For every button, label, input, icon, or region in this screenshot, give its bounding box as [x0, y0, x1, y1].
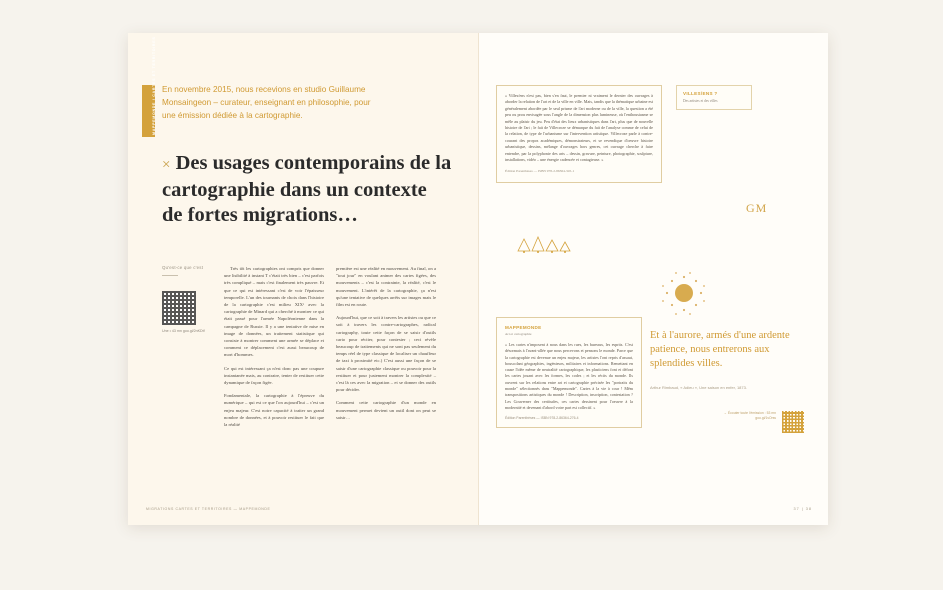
paragraph: Ce qui est intéressant ça n'est donc pas une coupure instantanée mais, au contraire, tenter de restituer cette dynamique de façon figée. — [224, 365, 324, 386]
section-tab — [142, 36, 156, 137]
page-left — [128, 33, 478, 525]
magazine-spread — [128, 33, 828, 525]
paragraph: Très tôt les cartographies ont compris que donner une lisibilité à instant T c'était très bien – c'est parfois très compliqué – mais c'est finalement très pauvre. Et que ce qui est intéressant c'est de voir l'épaisseur temporelle. L'un des tournants de choix dans l'histoire de la cartographie c'est milieu XIXᵉ avec la cartographie de Minard qui a cherché à montrer ce qui était passé pour l'armée Napoléonienne dans la campagne de Russie. Il y a une tentative de mise en image de données, un traitement statistique qui consiste à montrer comment une armée se déplace et comment ce déplacement c'est aussi beaucoup de mort d'hommes. — [224, 266, 324, 358]
book-title: MAPPEMONDE — [505, 325, 542, 330]
standfirst: En novembre 2015, nous recevions en studio Guillaume Monsaingeon – curateur, enseignant en philosophie, pour une émission dédiée à la cartographie. — [162, 85, 371, 120]
triangles-graphic — [514, 233, 574, 253]
spread-gutter — [478, 33, 479, 525]
paragraph: première est une réalité en mouvement. Au final, on a "tout jour" en voulant animer des cartes figées, des mouvements – c'est la contrainte, la réalité, c'est le mouvement. L'intérêt de la cartographie, ça n'est qu'une tentative de quelques arrêts sur images mais le film est en route. — [336, 266, 436, 308]
footer-left: MIGRATIONS CARTES ET TERRITOIRES — MAPPEMONDE — [146, 507, 271, 511]
cross-icon: × — [162, 157, 171, 173]
qr-caption: Une • 43 mn goo.gl/2nKDtf — [162, 329, 205, 333]
body-column-right — [336, 265, 436, 427]
quote-box-mappemonde — [496, 317, 642, 428]
qr-code-icon[interactable] — [162, 291, 196, 325]
divider — [162, 275, 178, 276]
page-title-text: Des usages contemporains de la cartographie dans un contexte de fortes migrations… — [162, 152, 452, 226]
pull-quote-source: Arthur Rimbaud, « Adieu », Une saison en enfer, 1873. — [650, 385, 747, 390]
page-right — [478, 33, 828, 525]
quote-box-villesens — [496, 85, 662, 183]
dot-burst-graphic — [656, 265, 712, 321]
guest-initials: GM — [746, 201, 768, 215]
byline-block — [162, 265, 214, 276]
book-tag-title: VILLES/ENS ? — [683, 91, 718, 96]
qr-caption: → Écouter toute l'émission : 53 mn goo.gl/1vOnw — [723, 411, 776, 420]
paragraph: Aujourd'hui, que ce soit à travers les artistes ou que ce soit à travers les contre-cartographes, radical cartography, toute cette façon de se saisir d'outils carto pour réciter, pour contester ; ceci révèle beaucoup de traitements qui ne sont pas seulement du temps réel de type classique de localiser un chauffeur de taxi à proximité etc.) C'est aussi une façon de se saisir d'une cartographie classique ou pouvoir pour la restituer et pour justement montrer la complexité – c'est là ces avec la migration – et se donner des outils pour décider. — [336, 315, 436, 393]
paragraph: Fondamentale, la cartographie à l'épreuve du numérique – qui est ce que l'on aujourd'hui – c'est un enjeu majeur. C'est notre capacité à traiter un grand nombre de données, et à pouvoir restituer le fait que la réalité — [224, 393, 324, 428]
qr-code-icon[interactable] — [782, 411, 804, 433]
page-number: 37 | 38 — [793, 507, 812, 511]
pull-quote: Et à l'aurore, armés d'une ardente patience, nous entrerons aux splendides villes. — [650, 330, 790, 369]
quote-text: « Villes/ens n'est pas, bien s'en faut, le premier ni vraiment le dernier des ouvrages à aborder la relation de l'art et de la ville en ville. Mais, tandis que la thématique urbaine est généralement abordée par le seul prisme de l'art moderne ou de la ville, la question a été peu ou prou envisagée sous l'angle de la dimension plus lumineuse, où l'enthousiasme se mêle au plaisir du jeu. Peu d'état des lieux urbanistiques dans l'art, plus que de nouvelle histoire de l'art ; le fait de Villecroze se démarque du fait de l'analyse comme de celui de la relation, de type de l'urbanisme sur l'intervention artistique. Villecroze parle à contre-courant des propos académiques, démonstrateurs, et se revendique d'oeuvre histoire urbanistique, dessins, mélange d'ouvrages hors genres, cet ouvrage cherche à faire entendre, par la polyphonie des arts – dessin, gravure, peinture, photographie, sculpture, installations, vidéo – une énergie cadencée et contagieuse. » — [505, 93, 653, 163]
quote-source: Édition Parenthèses — ISBN 978-2-86364-345-1 — [505, 169, 575, 174]
section-tab-label: MAPPEMONDE / CARTES ET TERRITOIRES — [152, 36, 156, 135]
book-subtitle: Art et cartographie — [505, 332, 532, 336]
quote-source: Édition Parenthèses — ISBN 978-2-86364-276-4 — [505, 416, 579, 421]
quote-text: « Les cartes n'imposent à nous dans les rues, les bureaux, les esprits. C'est désormais à l'avant-allée que nous percevons et pensons le monde. Parce que la cartographie est devenue un enjeu majeur, les artistes l'ont repris d'assaut, bouscolant géographies, ingénieurs, militaires et informations. Remettant en cause l'idée même de neutralité cartographique, les plasticiens font et défont les cartes jouant avec les formes, les codes ; et les récits du monde. Ils ouvrent sur les relations entre art et cartographie précisée les "portraits du monde" sélectionnés dans "Mappemonde". Cartes à la vie à cour ! Mêm transpositions artistiques du monde ! Description, inscription, contestation ? Les Gouverner des certitudes, ces cartes dessinent pour l'oeuvre à la modernité et devenant d'abord votre part est collectif. » — [505, 342, 633, 410]
body-column-left — [224, 265, 324, 434]
paragraph: Comment cette cartographie d'un monde en mouvement permet devient un outil dont on peut se saisir… — [336, 400, 436, 420]
page-title — [162, 151, 452, 228]
book-tag-villesens — [676, 85, 752, 110]
book-tag-description: Des artistes et des villes — [683, 99, 718, 103]
byline: Qu'est-ce que c'est — [162, 265, 204, 270]
